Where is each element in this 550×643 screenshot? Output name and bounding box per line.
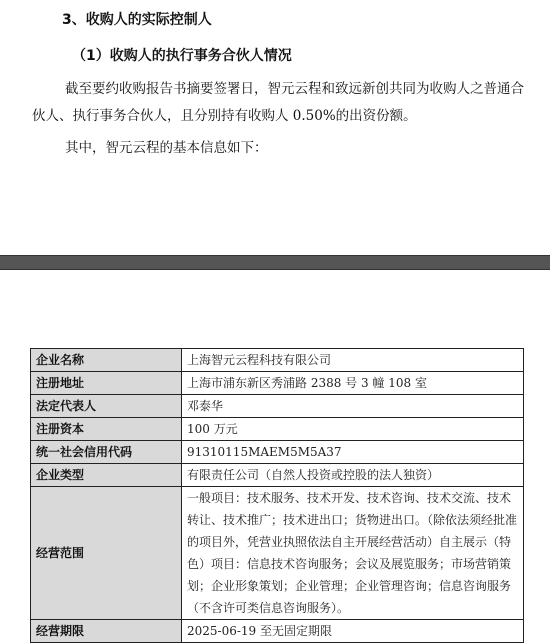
row-value: 上海智元云程科技有限公司 (182, 349, 524, 372)
row-label: 企业类型 (31, 464, 182, 487)
table-row (31, 487, 524, 620)
table-row (31, 464, 524, 487)
row-label: 注册资本 (31, 418, 182, 441)
document-page-upper (0, 0, 550, 255)
row-label: 经营期限 (31, 620, 182, 643)
page-separator (0, 255, 550, 270)
subsection-heading: （1）收购人的执行事务合伙人情况 (72, 48, 292, 64)
row-label: 企业名称 (31, 349, 182, 372)
row-value: 91310115MAEM5M5A37 (182, 441, 524, 464)
body-paragraph-1: 截至要约收购报告书摘要签署日，智元云程和致远新创共同为收购人之普通合伙人、执行事务合伙人，且分别持有收购人 0.50%的出资份额。 (32, 81, 524, 124)
table-row (31, 372, 524, 395)
row-value: 上海市浦东新区秀浦路 2388 号 3 幢 108 室 (182, 372, 524, 395)
row-value: 一般项目：技术服务、技术开发、技术咨询、技术交流、技术转让、技术推广；技术进出口；货物进出口。（除依法须经批准的项目外，凭营业执照依法自主开展经营活动）自主展示（特色）项目：信息技术咨询服务；会议及展览服务；市场营销策划；企业形象策划；企业管理；企业管理咨询；信息咨询服务（不含许可类信息咨询服务）。 (182, 487, 524, 620)
row-value: 100 万元 (182, 418, 524, 441)
table-row (31, 349, 524, 372)
body-paragraph-2: 其中，智元云程的基本信息如下： (65, 140, 268, 156)
section-heading: 3、收购人的实际控制人 (62, 12, 212, 28)
company-info-table (30, 348, 524, 643)
row-label: 统一社会信用代码 (31, 441, 182, 464)
row-label: 注册地址 (31, 372, 182, 395)
table-row (31, 441, 524, 464)
table-row (31, 395, 524, 418)
row-value: 有限责任公司（自然人投资或控股的法人独资） (182, 464, 524, 487)
table-row (31, 620, 524, 643)
row-value: 2025-06-19 至无固定期限 (182, 620, 524, 643)
row-label: 法定代表人 (31, 395, 182, 418)
table-row (31, 418, 524, 441)
row-label: 经营范围 (31, 487, 182, 620)
row-value: 邓泰华 (182, 395, 524, 418)
document-page-lower (0, 270, 550, 638)
